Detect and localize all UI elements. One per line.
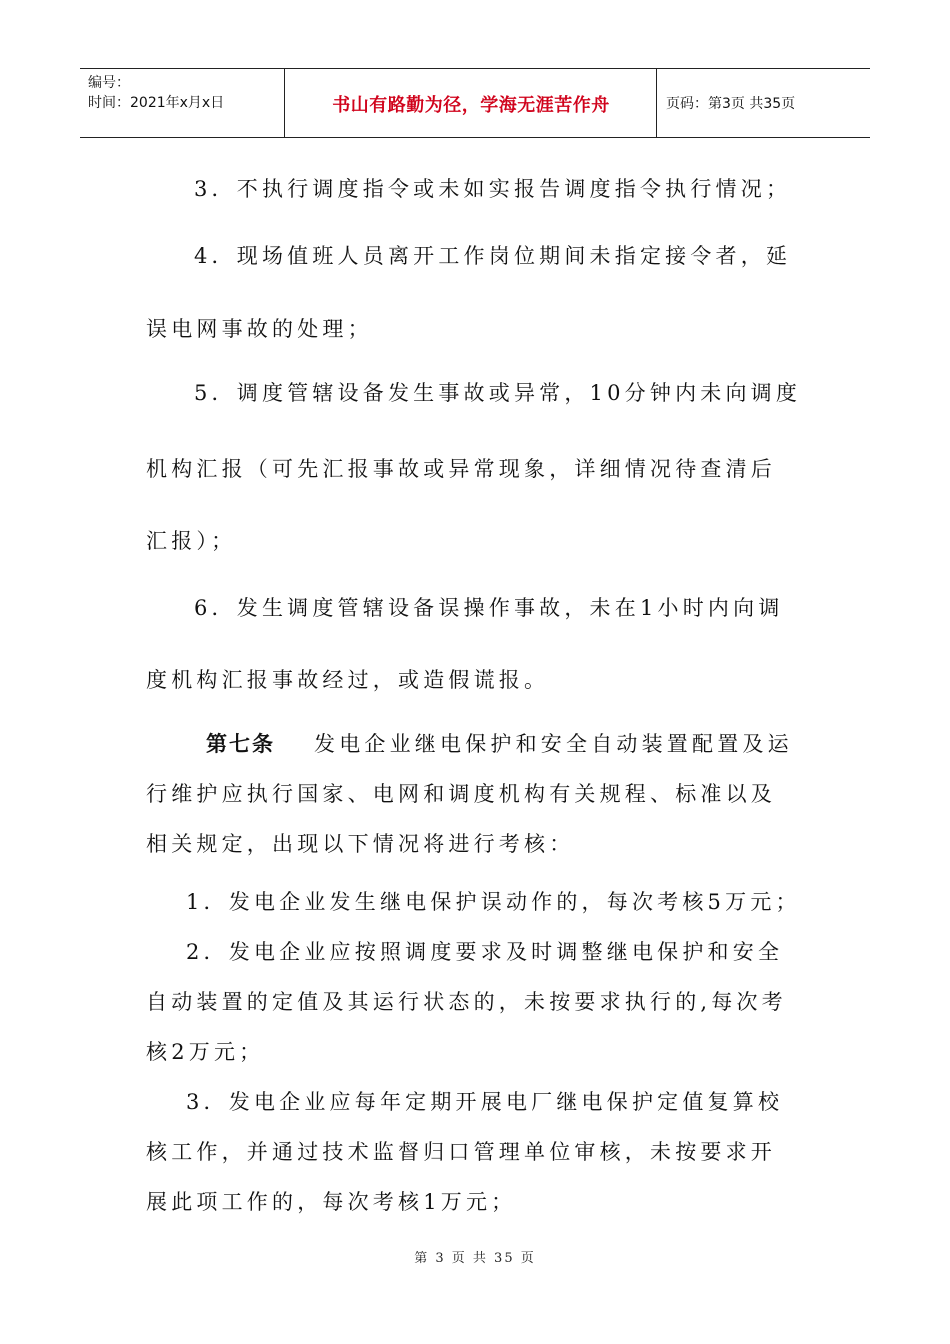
body-line: 行维护应执行国家、电网和调度机构有关规程、标准以及 xyxy=(146,782,776,806)
header-meta xyxy=(88,73,224,113)
body-line: 汇报）； xyxy=(146,529,237,553)
page-footer: 第 3 页 共 35 页 xyxy=(414,1251,536,1266)
body-line: 机构汇报（可先汇报事故或异常现象，详细情况待查清后 xyxy=(146,457,776,481)
body-line: 度机构汇报事故经过，或造假谎报。 xyxy=(146,668,550,692)
article-heading: 第七条 xyxy=(206,732,275,756)
document-header xyxy=(80,68,870,138)
time-label: 时间：2021年x月x日 xyxy=(88,95,225,111)
body-line: 4．现场值班人员离开工作岗位期间未指定接令者，延 xyxy=(194,244,792,268)
body-line: 核工作，并通过技术监督归口管理单位审核，未按要求开 xyxy=(146,1140,776,1164)
body-line: 自动装置的定值及其运行状态的，未按要求执行的,每次考 xyxy=(146,990,787,1014)
body-line: 2．发电企业应按照调度要求及时调整继电保护和安全 xyxy=(186,940,784,964)
body-line: 展此项工作的，每次考核1万元； xyxy=(146,1190,517,1214)
header-motto: 书山有路勤为径，学海无涯苦作舟 xyxy=(332,95,610,116)
body-line: 相关规定，出现以下情况将进行考核： xyxy=(146,832,575,856)
body-line: 发电企业继电保护和安全自动装置配置及运 xyxy=(314,732,793,756)
body-line: 1．发电企业发生继电保护误动作的，每次考核5万元； xyxy=(186,890,801,914)
header-divider xyxy=(284,69,285,137)
body-line: 3．不执行调度指令或未如实报告调度指令执行情况； xyxy=(194,177,792,201)
header-divider xyxy=(656,69,657,137)
body-line: 5．调度管辖设备发生事故或异常，10分钟内未向调度 xyxy=(194,381,802,405)
header-page-info: 页码：第3页 共35页 xyxy=(666,96,796,112)
body-line: 3．发电企业应每年定期开展电厂继电保护定值复算校 xyxy=(186,1090,784,1114)
number-label: 编号： xyxy=(88,75,130,91)
body-line: 误电网事故的处理； xyxy=(146,317,373,341)
body-line: 6．发生调度管辖设备误操作事故，未在1小时内向调 xyxy=(194,596,784,620)
body-line: 核2万元； xyxy=(146,1040,265,1064)
